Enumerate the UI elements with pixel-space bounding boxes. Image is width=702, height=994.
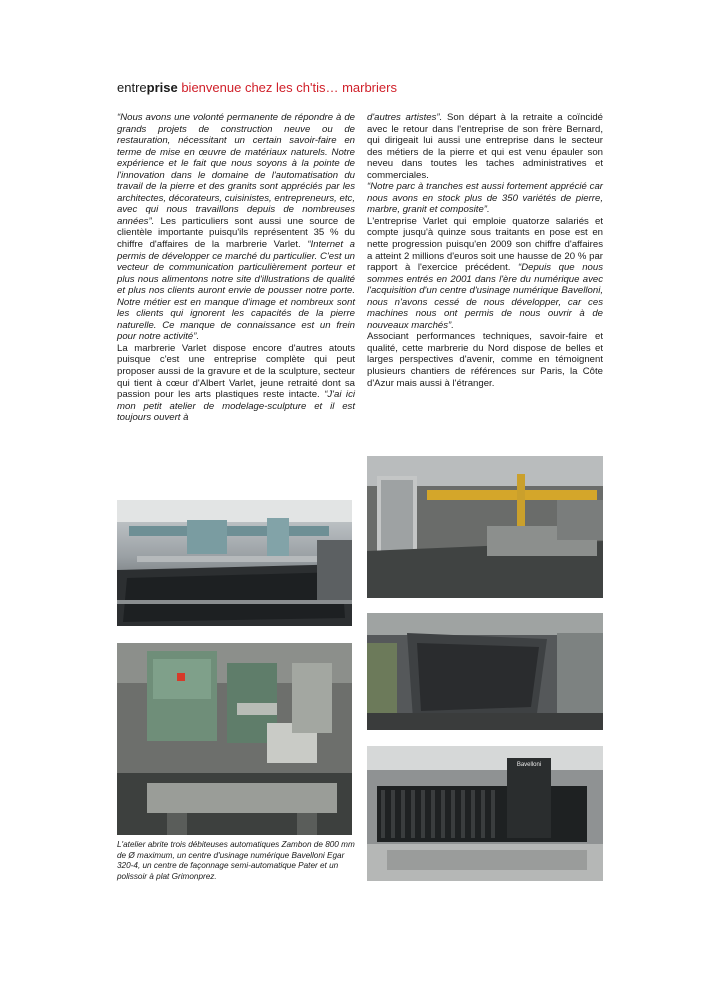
- text-column-right: [367, 112, 603, 389]
- text-column-left: [117, 112, 355, 424]
- section-kicker: entreprise: [117, 80, 178, 95]
- article-header: [117, 80, 397, 96]
- article-title: bienvenue chez les ch'tis… marbriers: [177, 80, 397, 95]
- paragraph: L'entreprise Varlet qui emploie quatorze salariés et compte jusqu'à quinze sous traitants en pose est en nette progression puisqu'en 2009 son chiffre d'affaires a atteint 2 millions d'euros soit une hausse de 20 % par rapport à l'exercice précédent. “Depuis que nous sommes entrés en 2001 dans l'ère du numérique avec l'acquisition d'un centre d'usinage numérique Bavelloni, nous n'avons cessé de nous développer, car ces machines nous ont permis de nous ouvrir à de nouveaux marchés”.: [367, 215, 604, 331]
- paragraph: “Notre parc à tranches est aussi fortement apprécié car nous avons en stock plus de 350 variétés de pierre, marbre, granit et composite”.: [367, 181, 603, 216]
- paragraph: “Nous avons une volonté permanente de répondre à de grands projets de construction neuve ou de restauration, nécessitant un certain savoir-faire en terme de mise en œuvre de matériaux naturels. Notre expérience et le fait que nous soyons à la pointe de l'innovation dans le domaine de l'automatisation du travail de la pierre et des granits sont appréciés par les architectes, décorateurs, cuisinistes, entrepreneurs, etc, avec qui nous travaillons depuis de nombreuses années”. Les particuliers sont aussi une source de clientèle importante puisqu'ils représentent 35 % du chiffre d'affaires de la marbrerie Varlet. “Internet a permis de développer ce marché du particulier. C'est un vecteur de communication particulièrement porteur et plus nous alimentons notre site d'illustrations de qualité et plus nos clients auront envie de pousser notre porte. Notre métier est en manque d'image et nombreux sont les clients qui ignorent les capacités de la pierre naturelle. Ce manque de connaissance est un frein pour notre activité”.: [117, 112, 355, 343]
- photo-cnc-center: [367, 746, 603, 881]
- paragraph: Associant performances techniques, savoir-faire et qualité, cette marbrerie du Nord dispose de belles et larges perspectives d'avenir, comme en témoignent plusieurs chantiers de références sur Paris, la Côte d'Azur mais aussi à l'étranger.: [367, 331, 603, 389]
- machine-brand-label: Bavelloni: [516, 762, 542, 768]
- photo-workshop-crane: [367, 456, 603, 598]
- paragraph: La marbrerie Varlet dispose encore d'autres atouts puisque c'est une entreprise complète qui peut proposer aussi de la gravure et de la sculpture, secteur qui tient à cœur d'Albert Varlet, jeune retraité dont sa passion pour les arts plastiques reste intacte. “J'ai ici mon petit atelier de modelage-sculpture et il est toujours ouvert à: [117, 342, 355, 424]
- photo-sawing-machine: [117, 643, 352, 835]
- photo-stone-slab: [367, 613, 603, 730]
- photo-cutting-table: [117, 500, 352, 626]
- photo-caption: L'atelier abrite trois débiteuses automatiques Zambon de 800 mm de Ø maximum, un centre d'usinage numérique Bavelloni Egar 320-4, un centre de façonnage semi-automatique Pater et un polissoir à plat Grimonprez.: [117, 840, 355, 881]
- paragraph: d'autres artistes”. Son départ à la retraite a coïncidé avec le retour dans l'entreprise de son frère Bernard, qui dirigeait lui aussi une entreprise dans le secteur des métiers de la pierre et qui est venu épauler son neveu dans toutes les taches administratives et commerciales.: [367, 112, 603, 181]
